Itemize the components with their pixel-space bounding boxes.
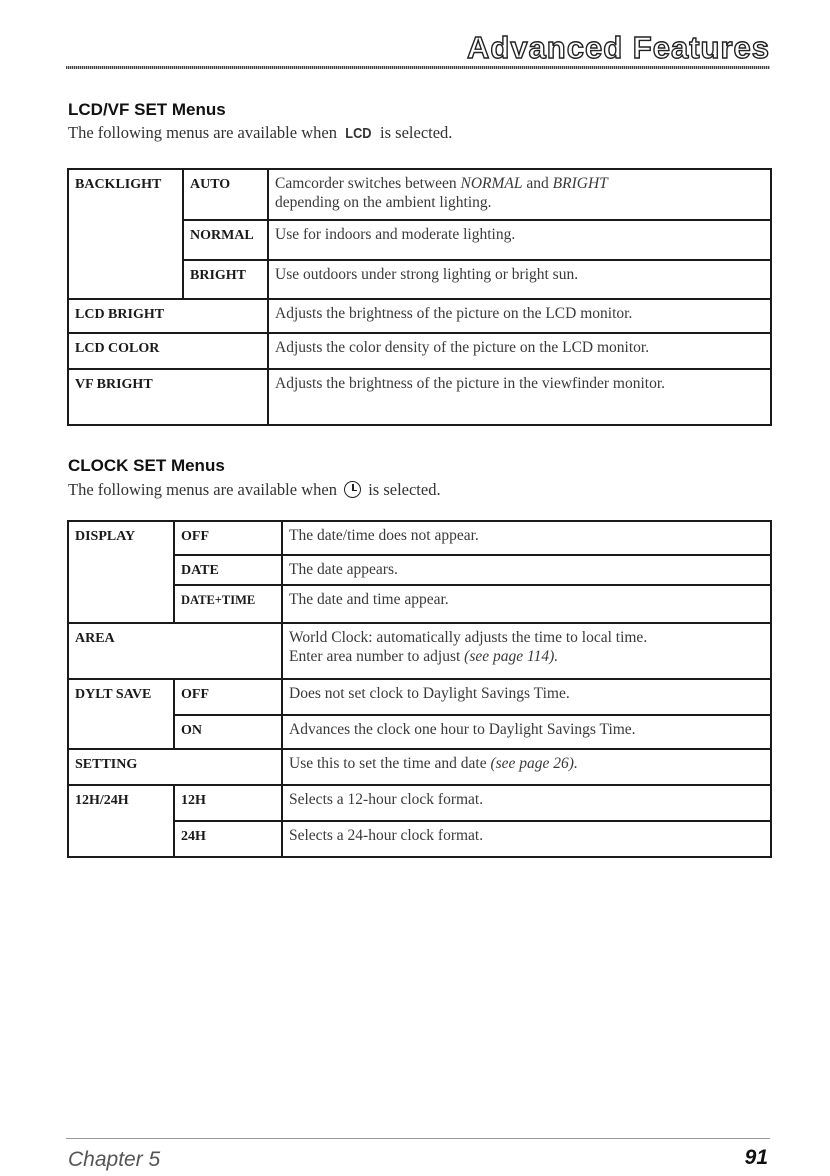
lcd-color-label: LCD COLOR: [68, 333, 268, 369]
backlight-normal-option: NORMAL: [183, 220, 268, 259]
footer-rule: [66, 1138, 770, 1139]
table-row: [68, 623, 771, 679]
clock-section-intro: [68, 480, 441, 500]
dylt-on-desc: Advances the clock one hour to Daylight Savings Time.: [282, 715, 771, 749]
dylt-save-label: DYLT SAVE: [68, 679, 174, 749]
display-datetime-option: DATE+TIME: [174, 585, 282, 623]
hour-format-label: 12H/24H: [68, 785, 174, 857]
table-row: [68, 821, 771, 857]
lcd-symbol: LCD: [345, 125, 372, 142]
h24-desc: Selects a 24-hour clock format.: [282, 821, 771, 857]
vf-bright-desc: Adjusts the brightness of the picture in the viewfinder monitor.: [268, 369, 771, 425]
clock-intro-after: is selected.: [368, 480, 441, 499]
setting-label: SETTING: [68, 749, 282, 785]
table-row: [68, 585, 771, 623]
clock-menu-table: [67, 520, 772, 858]
table-row: [68, 521, 771, 555]
table-row: [68, 555, 771, 585]
display-date-option: DATE: [174, 555, 282, 585]
area-desc: World Clock: automatically adjusts the time to local time. Enter area number to adjust (see page 114).: [282, 623, 771, 679]
area-label: AREA: [68, 623, 282, 679]
h12-desc: Selects a 12-hour clock format.: [282, 785, 771, 821]
footer-chapter: Chapter 5: [68, 1148, 161, 1171]
clock-intro-before: The following menus are available when: [68, 480, 337, 499]
setting-desc: Use this to set the time and date (see page 26).: [282, 749, 771, 785]
display-label: DISPLAY: [75, 529, 136, 544]
table-row: [68, 715, 771, 749]
lcd-section-title: LCD/VF SET Menus: [68, 100, 226, 119]
backlight-bright-option: BRIGHT: [183, 260, 268, 299]
display-datetime-desc: The date and time appear.: [282, 585, 771, 623]
table-row: [68, 169, 771, 220]
h24-option: 24H: [174, 821, 282, 857]
dylt-off-option: OFF: [174, 679, 282, 715]
dylt-off-desc: Does not set clock to Daylight Savings Time.: [282, 679, 771, 715]
backlight-label: BACKLIGHT: [75, 177, 162, 192]
lcd-section-intro: [68, 123, 452, 143]
lcd-bright-label: LCD BRIGHT: [68, 299, 268, 333]
lcd-color-desc: Adjusts the color density of the picture on the LCD monitor.: [268, 333, 771, 369]
display-off-desc: The date/time does not appear.: [282, 521, 771, 555]
table-row: [68, 299, 771, 333]
vf-bright-label: VF BRIGHT: [68, 369, 268, 425]
backlight-auto-desc: Camcorder switches between NORMAL and BRIGHT depending on the ambient lighting.: [268, 169, 771, 220]
backlight-normal-desc: Use for indoors and moderate lighting.: [268, 220, 771, 259]
lcd-intro-after: is selected.: [380, 123, 453, 142]
lcd-menu-table: [67, 168, 772, 426]
header-rule: [66, 66, 770, 69]
table-row: [68, 785, 771, 821]
backlight-bright-desc: Use outdoors under strong lighting or bright sun.: [268, 260, 771, 299]
lcd-intro-before: The following menus are available when: [68, 123, 337, 142]
table-row: [68, 369, 771, 425]
dylt-on-option: ON: [174, 715, 282, 749]
table-row: [68, 749, 771, 785]
backlight-auto-option: AUTO: [183, 169, 268, 220]
table-row: [68, 679, 771, 715]
clock-icon: [344, 481, 361, 498]
display-date-desc: The date appears.: [282, 555, 771, 585]
footer-page-number: 91: [744, 1146, 768, 1169]
page-header-title: Advanced Features: [467, 30, 770, 65]
h12-option: 12H: [174, 785, 282, 821]
clock-section-title: CLOCK SET Menus: [68, 456, 225, 475]
lcd-bright-desc: Adjusts the brightness of the picture on the LCD monitor.: [268, 299, 771, 333]
table-row: [68, 333, 771, 369]
display-off-option: OFF: [174, 521, 282, 555]
